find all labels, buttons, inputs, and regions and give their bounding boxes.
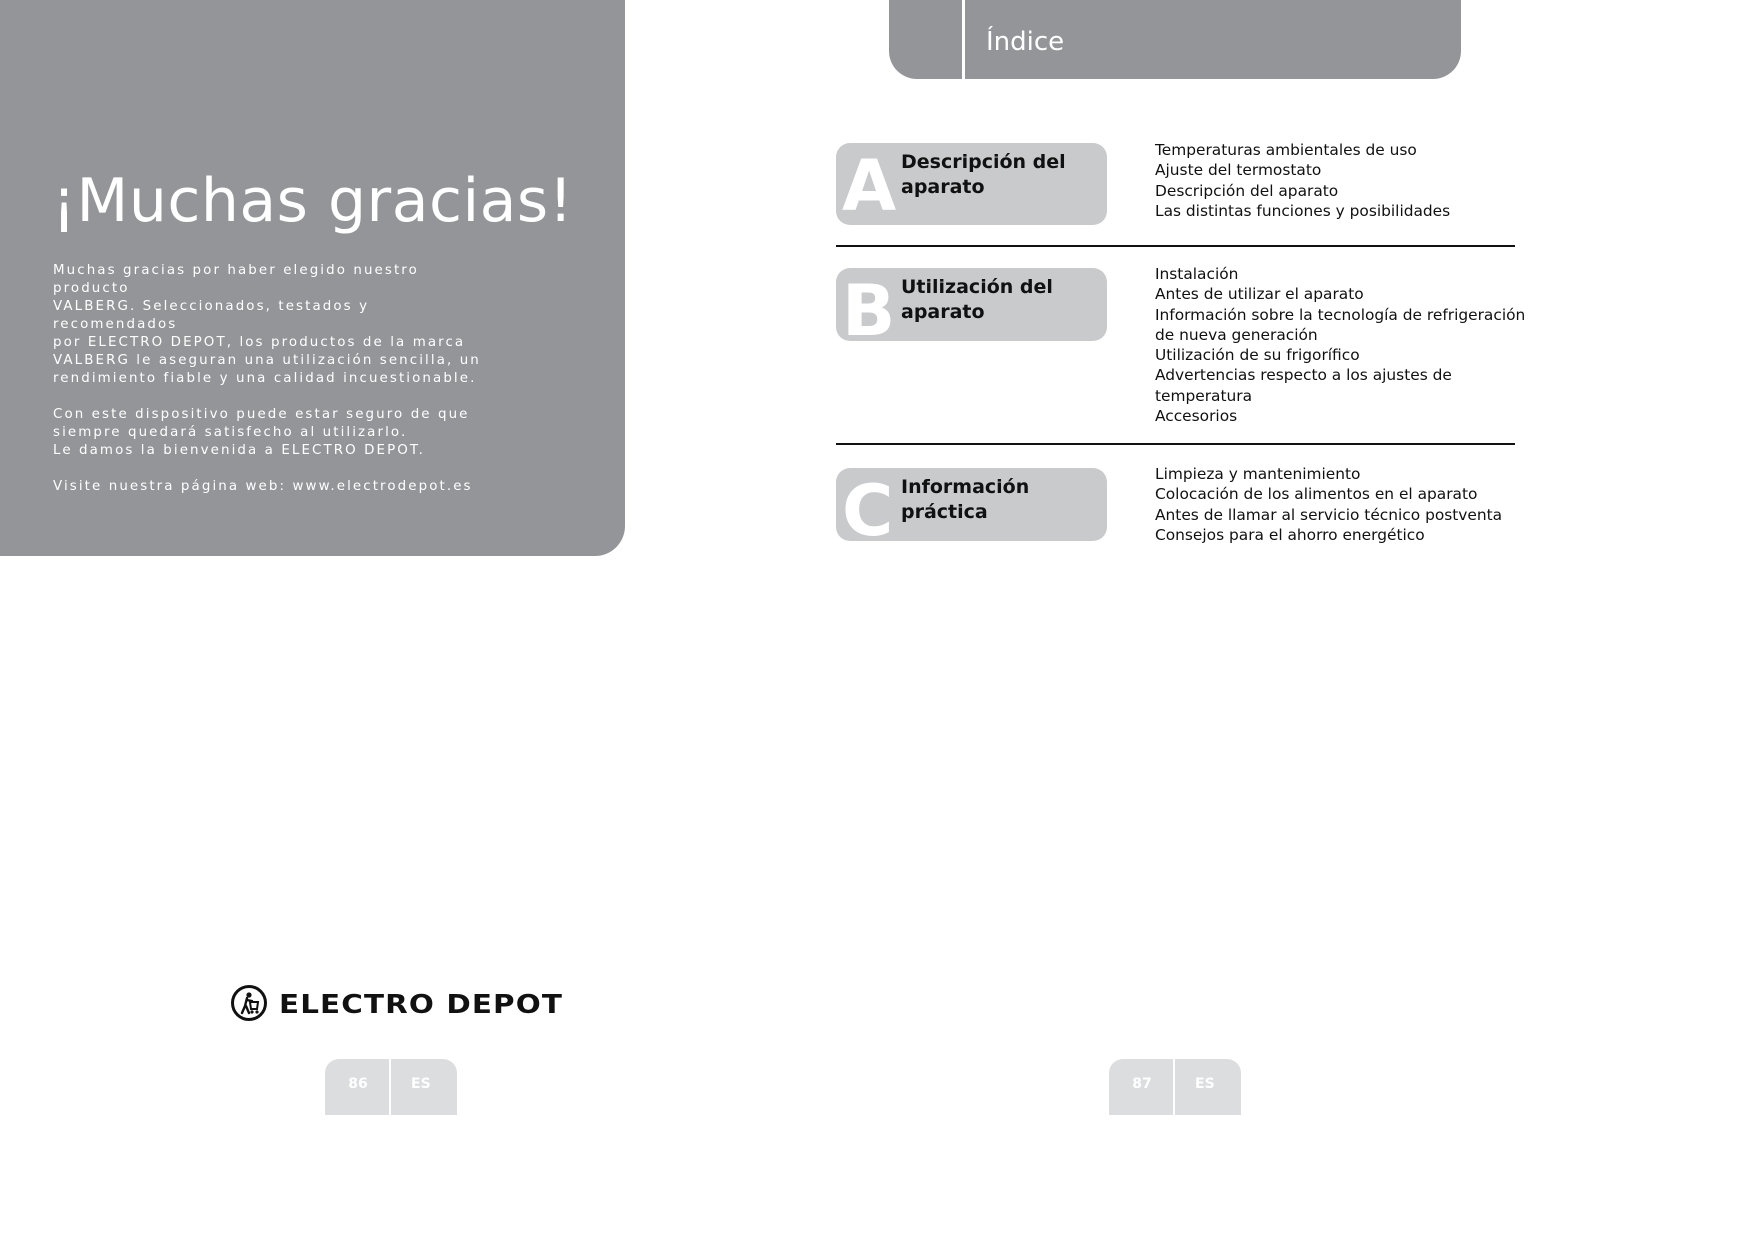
thanks-body xyxy=(53,262,483,496)
section-divider xyxy=(836,245,1515,247)
list-item: Consejos para el ahorro energético xyxy=(1155,525,1425,544)
list-item: Limpieza y mantenimiento xyxy=(1155,465,1361,483)
thanks-paragraph-2: Con este dispositivo puede estar seguro de que siempre quedará satisfecho al utilizarlo. Le damos la bienvenida a ELECTRO DEPOT. xyxy=(53,407,470,458)
page-tab-right xyxy=(1109,1059,1241,1115)
list-item: Advertencias respecto a los ajustes de temperatura xyxy=(1155,366,1452,405)
list-item: Colocación de los alimentos en el aparato xyxy=(1155,485,1478,504)
section-b-letter: B xyxy=(842,270,896,341)
page-tab-left xyxy=(325,1059,457,1115)
section-divider xyxy=(836,443,1515,445)
list-item: Accesorios xyxy=(1155,407,1238,426)
index-title: Índice xyxy=(986,27,1065,57)
logo-wordmark: ELECTRO DEPOT xyxy=(279,990,564,1020)
list-item: Instalación xyxy=(1155,265,1239,283)
electro-depot-logo xyxy=(231,984,564,1028)
language-code: ES xyxy=(411,1076,431,1092)
list-item: Antes de utilizar el aparato xyxy=(1155,285,1364,304)
section-b-items xyxy=(1155,264,1535,426)
header-divider xyxy=(962,0,965,79)
section-b-title: Utilización del aparato xyxy=(901,276,1053,323)
page-number: 87 xyxy=(1132,1076,1152,1092)
section-a-title: Descripción del aparato xyxy=(901,151,1066,198)
thanks-paragraph-1: Muchas gracias por haber elegido nuestro producto VALBERG. Seleccionados, testados y recomendados por ELECTRO DEPOT, los productos de la marca VALBERG le aseguran una utilización sencilla, un rendimiento fiable y una calidad incuestionable. xyxy=(53,263,481,386)
section-c-items xyxy=(1155,464,1535,545)
list-item: Información sobre la tecnología de refrigeración de nueva generación xyxy=(1155,305,1526,344)
website-text: Visite nuestra página web: www.electrodepot.es xyxy=(53,479,473,494)
section-a-items xyxy=(1155,140,1535,221)
section-b-box xyxy=(836,268,1107,341)
tab-divider xyxy=(1173,1059,1175,1115)
page-number: 86 xyxy=(348,1076,368,1092)
section-a-letter: A xyxy=(842,145,897,225)
section-c-box xyxy=(836,468,1107,541)
section-c-title: Información práctica xyxy=(901,476,1030,523)
section-c-letter: C xyxy=(842,470,894,541)
section-a-box xyxy=(836,143,1107,225)
shopping-cart-person-icon xyxy=(231,985,267,1021)
tab-divider xyxy=(389,1059,391,1115)
list-item: Utilización de su frigorífico xyxy=(1155,346,1360,365)
language-code: ES xyxy=(1195,1076,1215,1092)
list-item: Temperaturas ambientales de uso xyxy=(1155,141,1417,159)
thanks-panel xyxy=(0,0,625,556)
list-item: Ajuste del termostato xyxy=(1155,161,1322,180)
list-item: Descripción del aparato xyxy=(1155,181,1339,200)
index-header xyxy=(889,0,1461,79)
list-item: Antes de llamar al servicio técnico postventa xyxy=(1155,505,1503,524)
thanks-title: ¡Muchas gracias! xyxy=(52,166,574,236)
list-item: Las distintas funciones y posibilidades xyxy=(1155,201,1451,220)
